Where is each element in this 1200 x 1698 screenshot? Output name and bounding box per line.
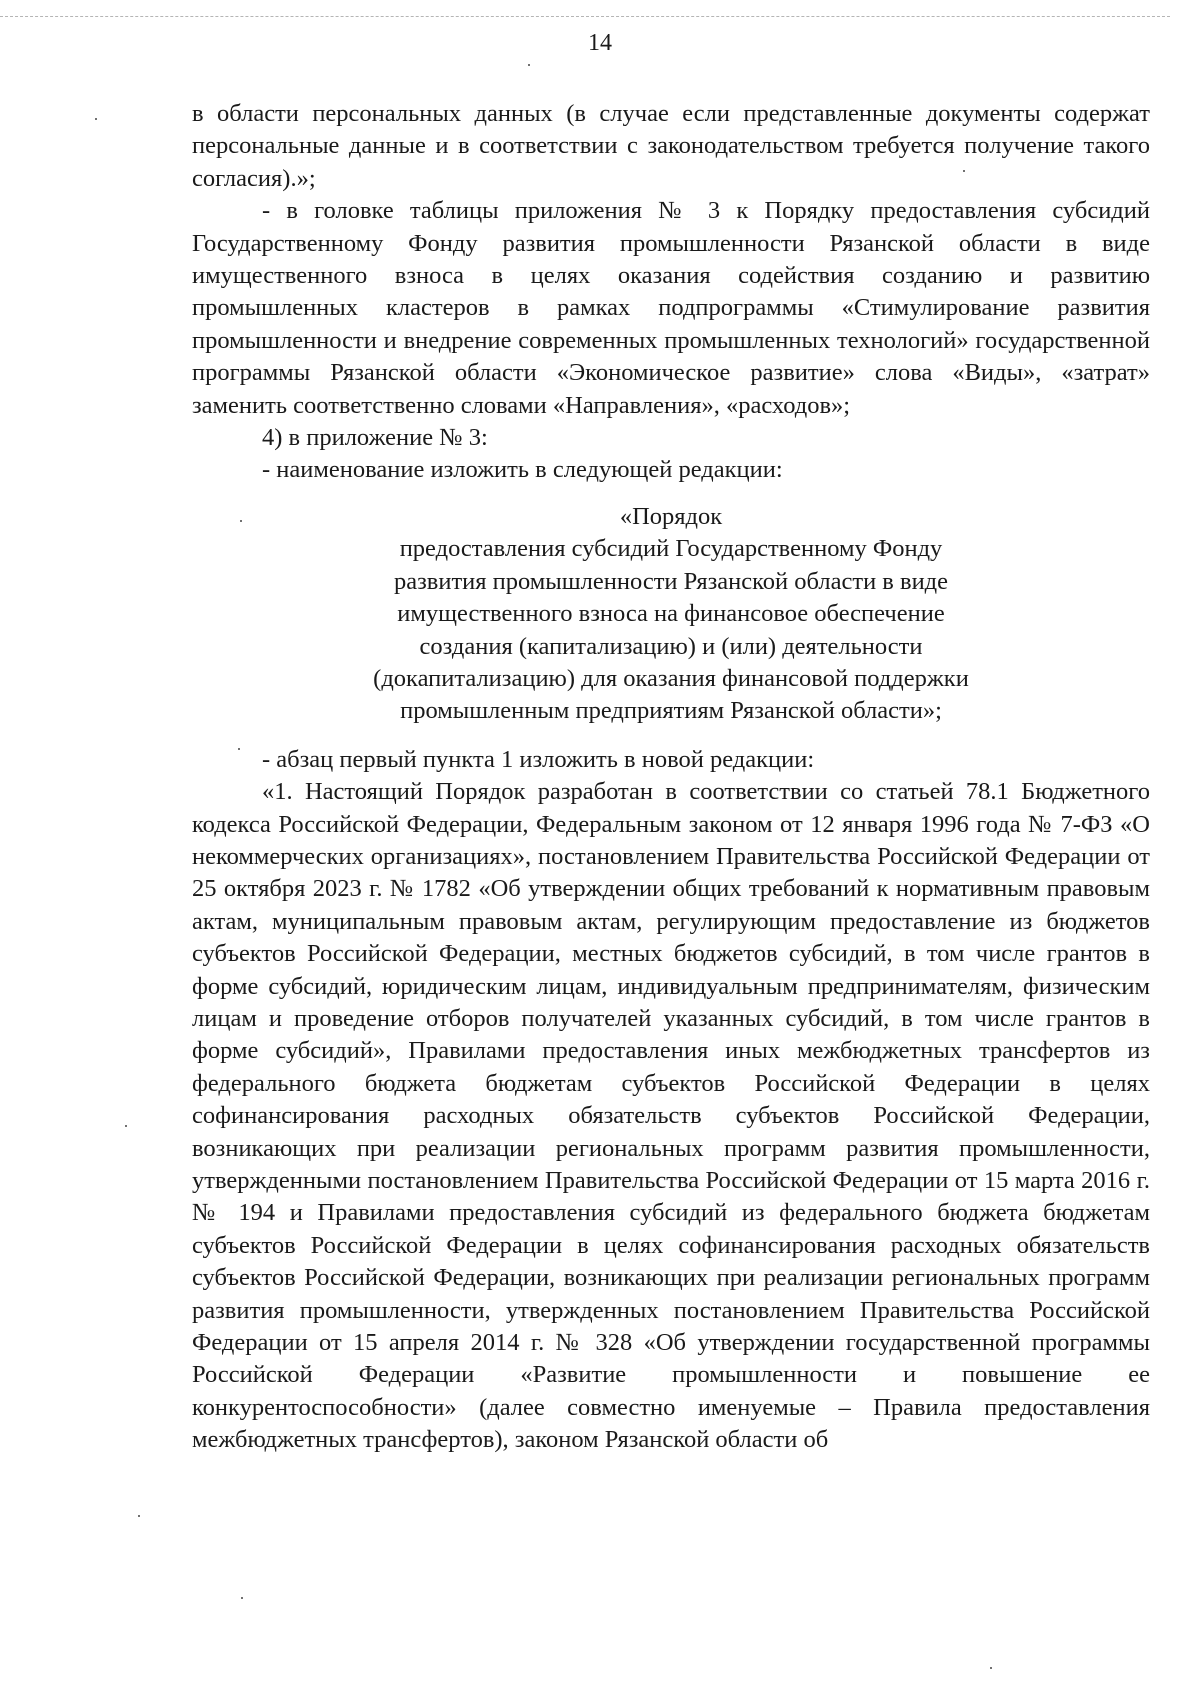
scan-speck [238, 748, 240, 750]
paragraph-consent-end: в области персональных данных (в случае если представленные документы содержат персональные данные и в соответствии с законодательством требуется получение такого согласия).»; [192, 100, 1150, 192]
paragraph-appendix-3: 4) в приложение № 3: [262, 424, 488, 452]
title-line: развития промышленности Рязанской области в виде [393, 567, 949, 595]
scan-speck [138, 1515, 140, 1517]
title-line: промышленным предприятиям Рязанской области»; [400, 697, 942, 725]
procedure-title [192, 501, 1150, 728]
paragraph-name-change: - наименование изложить в следующей редакции: [262, 456, 783, 484]
scan-edge-line [0, 16, 1170, 17]
paragraph-point-1-text: «1. Настоящий Порядок разработан в соответствии со статьей 78.1 Бюджетного кодекса Российской Федерации, Федеральным законом от 12 января 1996 года № 7-ФЗ «О некоммерческих организациях», постановлением Правительства Российской Федерации от 25 октября 2023 г. № 1782 «Об утверждении общих требований к нормативным правовым актам, муниципальным правовым актам, регулирующим предоставление из бюджетов субъектов Российской Федерации, местных бюджетов субсидий, в том числе грантов в форме субсидий, юридическим лицам, индивидуальным предпринимателям, физическим лицам и проведение отборов получателей указанных субсидий, в том числе грантов в форме субсидий», Правилами предоставления иных межбюджетных трансфертов из федерального бюджета бюджетам субъектов Российской Федерации в целях софинансирования расходных обязательств субъектов Российской Федерации, возникающих при реализации региональных программ развития промышленности, утвержденными постановлением Правительства Российской Федерации от 15 марта 2016 г. № 194 и Правилами предоставления субсидий из федерального бюджета бюджетам субъектов Российской Федерации в целях софинансирования расходных обязательств субъектов Российской Федерации, возникающих при реализации региональных программ развития промышленности, утвержденных постановлением Правительства Российской Федерации от 15 апреля 2014 г. № 328 «Об утверждении государственной программы Российской Федерации «Развитие промышленности и повышение ее конкурентоспособности» (далее совместно именуемые – Правила предоставления межбюджетных трансфертов), законом Рязанской области об [192, 778, 1150, 1454]
scan-speck [125, 1125, 127, 1127]
title-line: предоставления субсидий Государственному Фонду [399, 535, 943, 563]
page-number: 14 [588, 30, 612, 56]
title-line: создания (капитализацию) и (или) деятельности [419, 632, 923, 660]
scan-speck [95, 118, 97, 120]
scan-speck [241, 1597, 243, 1599]
scan-speck [240, 520, 242, 522]
title-line: имущественного взноса на финансовое обеспечение [397, 600, 945, 628]
title-line: (докапитализацию) для оказания финансовой поддержки [373, 664, 969, 692]
scan-speck [963, 170, 965, 172]
paragraph-table-header-amendment: - в головке таблицы приложения № 3 к Порядку предоставления субсидий Государственному Фонду развития промышленности Рязанской области в виде имущественного взноса в целях оказания содействия созданию и развитию промышленных кластеров в рамках подпрограммы «Стимулирование развития промышленности и внедрение современных промышленных технологий» государственной программы Рязанской области «Экономическое развитие» слова «Виды», «затрат» заменить соответственно словами «Направления», «расходов»; [192, 197, 1150, 419]
title-line: «Порядок [619, 502, 723, 530]
paragraph-point-1-amendment: - абзац первый пункта 1 изложить в новой редакции: [262, 745, 815, 773]
scan-speck [528, 64, 530, 66]
document-body [192, 98, 1150, 1457]
scan-speck [990, 1667, 992, 1669]
